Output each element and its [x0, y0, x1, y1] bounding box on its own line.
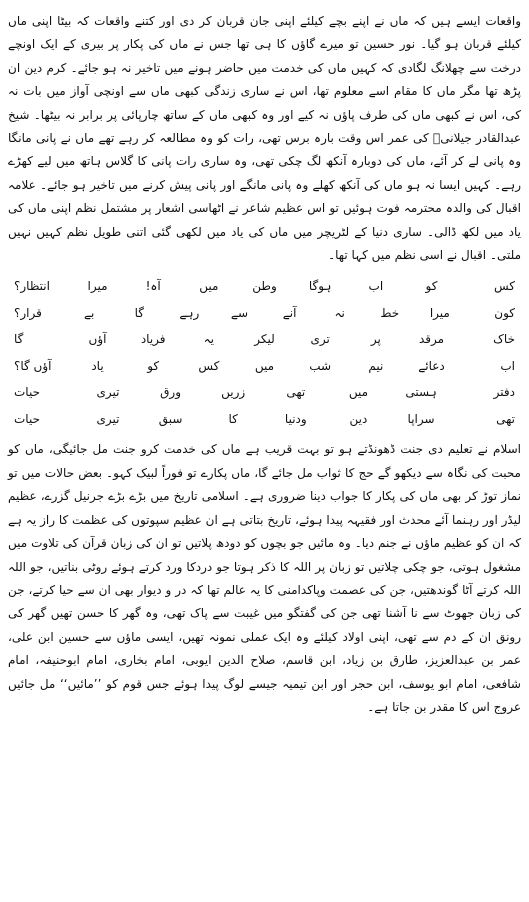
poem-word: تری	[310, 332, 330, 347]
poem-word: تیری	[96, 411, 120, 426]
poem-verse	[14, 406, 515, 433]
poem-word: پر	[370, 332, 381, 347]
poem-word: آہ!	[145, 279, 161, 294]
poem-word: زریں	[221, 385, 246, 400]
poem-word: انتظار؟	[14, 279, 50, 294]
poem-word: اب	[500, 358, 515, 373]
poem-word: کس	[493, 279, 515, 294]
poem-word: کس	[198, 358, 220, 373]
poem-word: ورق	[160, 385, 182, 400]
poem-verse	[14, 326, 515, 353]
poem-word: دین	[349, 411, 368, 426]
poem-verse	[14, 300, 515, 327]
poem-word: خط	[380, 305, 400, 320]
poem-word: سراپا	[407, 411, 435, 426]
poem-word: میرا	[429, 305, 450, 320]
poem-word: دفتر	[493, 385, 515, 400]
poem-word: میں	[199, 279, 219, 294]
poem-word: کون	[494, 305, 515, 320]
poem-word: بے	[83, 305, 95, 320]
poem-word: سے	[230, 305, 248, 320]
poem-word: تیری	[96, 385, 120, 400]
poem-word: شب	[309, 358, 332, 373]
poem-word: تھی	[496, 411, 515, 426]
poem-word: نیم	[368, 358, 384, 373]
poem-word: دعائے	[418, 358, 445, 373]
poem-word: کو	[147, 358, 160, 373]
poem-word: یاد	[91, 358, 104, 373]
poem-word: وطن	[252, 279, 277, 294]
poem-word: ودنیا	[284, 411, 307, 426]
poem-word: رہے	[179, 305, 200, 320]
poem-word: گا	[14, 332, 24, 347]
poem-word: خاک	[493, 332, 515, 347]
poem-word: یہ	[203, 332, 215, 347]
poem-word: حیات	[14, 411, 40, 426]
poem-verse	[14, 273, 515, 300]
poem-word: ہستی	[405, 385, 437, 400]
poem-word: کو	[425, 279, 438, 294]
poem-word: آؤں	[88, 332, 107, 347]
intro-paragraph: واقعات ایسے ہیں کہ ماں نے اپنے بچے کیلئے اپنی جان قربان کر دی اور کتنے واقعات کہ بیٹا اپنی ماں کیلئے قربان ہو گیا۔ نور حسین تو میرے گاؤں کا ہی تھا جس نے ماں کی پکار پر بیری کے ایک اونچے درخت سے چھلانگ لگادی کہ کہیں ماں کی خدمت میں حاضر ہونے میں تاخیر نہ ہو جائے۔ کرم دین ان پڑھ تھا مگر ماں کا مقام اسے معلوم تھا، اس نے ساری زندگی کبھی ماں سے اونچی آواز میں بات نہ کی، اس نے کبھی ماں کی طرف پاؤں نہ کیے اور وہ کبھی ماں کے ساتھ چارپائی پر برابر نہ بیٹھا۔ شیخ عبدالقادر جیلانیؒ کی عمر اس وقت بارہ برس تھی، رات کو وہ مطالعہ کر رہے تھے ماں نے پانی مانگا وہ پانی لے کر آئے، ماں کی دوبارہ آنکھ لگ چکی تھی، وہ ساری رات پانی کا گلاس ہاتھ میں لیے کھڑے رہے۔ کہیں ایسا نہ ہو ماں کی آنکھ کھلے وہ پانی مانگے اور پانی پیش کرنے میں تاخیر ہو جائے۔ علامہ اقبال کی والدہ محترمہ فوت ہوئیں تو اس عظیم شاعر نے اٹھاسی اشعار پر مشتمل نظم اپنی ماں کی یاد میں لکھ ڈالی۔ ساری دنیا کے لٹریچر میں ماں کی یاد میں لکھی گئی اتنی طویل نظم کہیں نہیں ملتی۔ اقبال نے اسی نظم میں کہا تھا۔	[8, 14, 521, 263]
poem-word: میں	[254, 358, 275, 373]
poem-word: ہوگا	[308, 279, 332, 294]
poem-word: حیات	[14, 385, 40, 400]
poem-word: کا	[228, 411, 238, 426]
poem-word: میں	[348, 385, 369, 400]
poem-word: سبق	[158, 411, 183, 426]
poem-word: آؤں گا؟	[14, 358, 52, 373]
poem-word: مرقد	[418, 332, 445, 347]
poem-word: اب	[368, 279, 384, 294]
poem-word: تھی	[286, 385, 306, 400]
poem-word: گا	[134, 305, 144, 320]
poem-word: لیکر	[254, 332, 275, 347]
poem-verse	[14, 379, 515, 406]
poem-verse	[14, 353, 515, 380]
poem-word: فریاد	[140, 332, 166, 347]
poem-block	[8, 273, 521, 432]
poem-word: قرار؟	[14, 305, 42, 320]
closing-paragraph: اسلام نے تعلیم دی جنت ڈھونڈتے ہو تو بہت قریب ہے ماں کی خدمت کرو جنت مل جائیگی، ماں کو محبت کی نگاہ سے دیکھو گے حج کا ثواب مل جائے گا، ماں پکارے تو فوراً لبیک کہو۔ بعض حالات میں تو نماز توڑ کر بھی ماں کی پکار کا جواب دینا ضروری ہے۔ اسلامی تاریخ میں بڑے بڑے جرنیل گزرے، عظیم لیڈر اور رہنما آئے محدث اور فقیہہ پیدا ہوئے، تاریخ بتاتی ہے ان عظیم سپوتوں کی عظمت کا راز یہ ہے کہ ان کو عظیم ماؤں نے جنم دیا۔ وہ مائیں جو بچوں کو دودھ پلاتیں تو ان کی زبان قرآن کی تلاوت میں مشغول ہوتی، جو چکی چلاتیں تو زبان پر اللہ کا ذکر ہوتا جو دردکا ورد کرتے ہوئے روٹی بناتیں، جو اللہ اللہ کرتے آٹا گوندھتیں، جن کی عصمت وپاکدامنی کا یہ عالم تھا کہ در و دیوار بھی ان سے حیا کرتے، جن کی زبان جھوٹ سے نا آشنا تھی جن کی گفتگو میں غیبت سے پاک تھی، وہ گھر کا حسن تھیں گھر کی رونق ان کے دم سے تھی، اپنی اولاد کیلئے وہ ایک عملی نمونہ تھیں، ایسی ماؤں سے حسین ابن علی، عمر بن عبدالعزیز، طارق بن زیاد، ابن قاسم، صلاح الدین ایوبی، امام بخاری، امام ابوحنیفہ، امام شافعی، امام ابو یوسف، ابن حجر اور ابن تیمیہ جیسے لوگ پیدا ہوئے جس قوم کو ’’مائیں‘‘ مل جائیں عروج اس کا مقدر بن جاتا ہے۔	[8, 442, 521, 714]
poem-word: نہ	[334, 305, 345, 320]
poem-word: میرا	[87, 279, 108, 294]
poem-word: آنے	[282, 305, 297, 320]
